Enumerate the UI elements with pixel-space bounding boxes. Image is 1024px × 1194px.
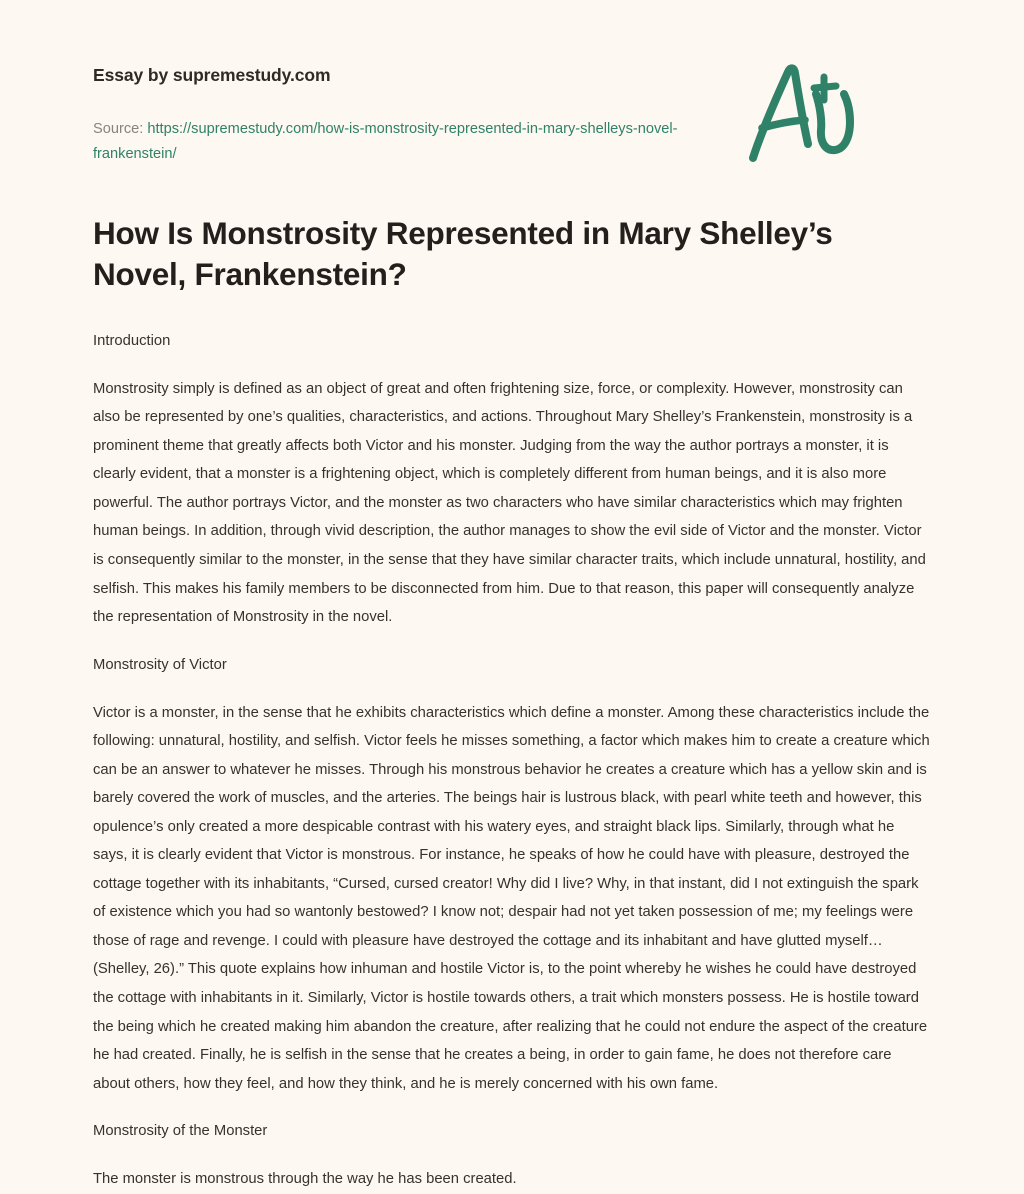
section-heading-monstrosity-of-the-monster: Monstrosity of the Monster [93, 1123, 268, 1140]
page-title: How Is Monstrosity Represented in Mary Shelley’s Novel, Frankenstein? [93, 214, 833, 292]
a-plus-logo-icon [740, 58, 860, 166]
paragraph: Monstrosity simply is defined as an object of great and often frightening size, force, or complexity. However, monstrosity can also be represented by one’s qualities, characteristics, and actions. Throughout Mary Shelley’s Frankenstein, monstrosity is a prominent theme that greatly affects both Victor and his monster. Judging from the way the author portrays a monster, it is clearly evident, that a monster is a frightening object, which is completely different from human beings, and it is also more powerful. The author portrays Victor, and the monster as two characters who have similar characteristics which may frighten human beings. In addition, through vivid description, the author manages to show the evil side of Victor and the monster. Victor is consequently similar to the monster, in the sense that they have similar character traits, which include unnatural, hostility, and selfish. This makes his family members to be disconnected from him. Due to that reason, this paper will consequently analyze the representation of Monstrosity in the novel. [93, 380, 926, 626]
essay-attribution: Essay by supremestudy.com [93, 65, 331, 85]
section-heading-monstrosity-of-victor: Monstrosity of Victor [93, 656, 227, 673]
source-url-link[interactable]: https://supremestudy.com/how-is-monstrosity-represented-in-mary-shelleys-novel-frankenstein/ [93, 120, 678, 162]
source-label: Source: [93, 120, 148, 137]
section-heading-introduction: Introduction [93, 332, 171, 349]
document-header [0, 0, 1024, 167]
header-text-block [93, 62, 740, 167]
paragraph: Victor is a monster, in the sense that he exhibits characteristics which define a monster. Among these characteristics include the following: unnatural, hostility, and selfish. Victor feels he misses something, a factor which makes him to create a creature which can be an answer to whatever he misses. Through his monstrous behavior he creates a creature which has a yellow skin and is barely covered the work of muscles, and the arteries. The beings hair is lustrous black, with pearl white teeth and however, this opulence’s only created a more despicable contrast with his watery eyes, and straight black lips. Similarly, through what he says, it is clearly evident that Victor is monstrous. For instance, he speaks of how he could have with pleasure, destroyed the cottage together with its inhabitants, “Cursed, cursed creator! Why did I live? Why, in that instant, did I not extinguish the spark of existence which you had so wantonly bestowed? I know not; despair had not yet taken possession of me; my feelings were those of rage and revenge. I could with pleasure have destroyed the cottage and its inhabitant and have glutted myself… (Shelley, 26).” This quote explains how inhuman and hostile Victor is, to the point whereby he wishes he could have destroyed the cottage with inhabitants in it. Similarly, Victor is hostile towards others, a trait which monsters possess. He is hostile toward the being which he created making him abandon the creature, after realizing that he could not endure the aspect of the creature he had created. Finally, he is selfish in the sense that he creates a being, in order to gain fame, he does not therefore care about others, how they feel, and how they think, and he is merely concerned with his own fame. [93, 704, 930, 1092]
document-body [0, 167, 1024, 1194]
source-line [93, 117, 740, 167]
paragraph: The monster is monstrous through the way he has been created. [93, 1171, 517, 1188]
